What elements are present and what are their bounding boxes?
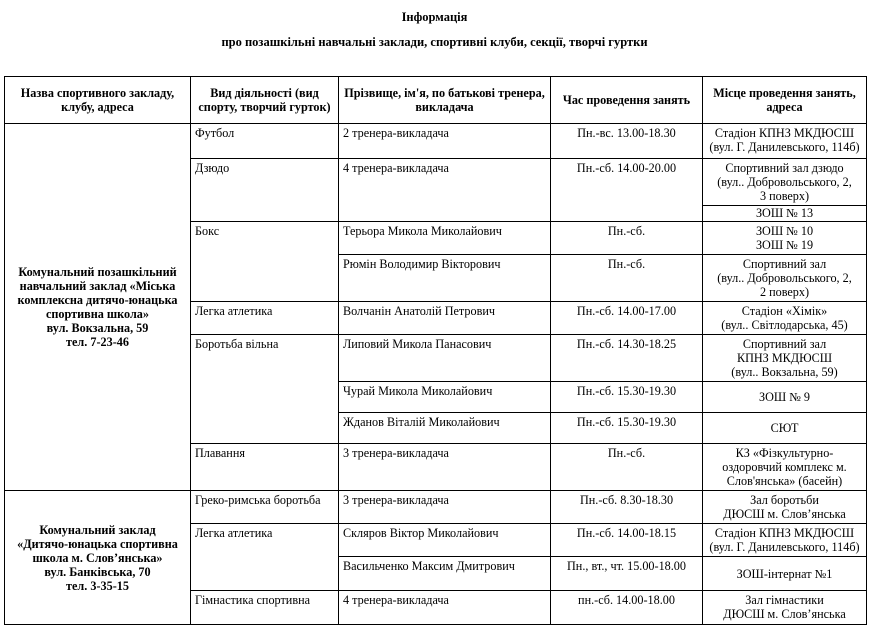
place-cell: Спортивний зал КПНЗ МКДЮСШ (вул.. Вокзальна, 59) <box>703 335 867 382</box>
trainer-cell: Жданов Віталій Миколайович <box>339 413 551 444</box>
activity-cell: Легка атлетика <box>191 302 339 335</box>
time-cell: Пн.-сб. 14.00-17.00 <box>551 302 703 335</box>
place-cell: Зал боротьби ДЮСШ м. Слов’янська <box>703 491 867 524</box>
place-cell: ЗОШ № 13 <box>703 206 867 222</box>
institution-address: вул. Вокзальна, 59 <box>46 321 149 335</box>
table-row <box>5 491 867 524</box>
place-cell: Стадіон КПНЗ МКДЮСШ (вул. Г. Данилевського, 114б) <box>703 524 867 557</box>
time-cell: Пн.-сб. 14.00-18.15 <box>551 524 703 557</box>
document-subtitle: про позашкільні навчальні заклади, спортивні клуби, секції, творчі гуртки <box>221 35 648 49</box>
time-cell: Пн.-сб. <box>551 222 703 255</box>
activity-cell: Боротьба вільна <box>191 335 339 444</box>
sports-facilities-table <box>4 76 867 625</box>
place-cell: КЗ «Фізкультурно- оздоровчий комплекс м. Слов'янська» (басейн) <box>703 444 867 491</box>
time-cell: Пн.-сб. 15.30-19.30 <box>551 413 703 444</box>
time-cell: Пн.-вс. 13.00-18.30 <box>551 124 703 159</box>
institution-name-line: комплексна дитячо-юнацька <box>17 293 178 307</box>
place-cell: Спортивний зал (вул.. Добровольського, 2, 2 поверх) <box>703 255 867 302</box>
column-header-trainer: Прізвище, ім'я, по батькові тренера, викладача <box>339 77 551 124</box>
activity-cell: Греко-римська боротьба <box>191 491 339 524</box>
trainer-cell: Липовий Микола Панасович <box>339 335 551 382</box>
trainer-cell: Волчанін Анатолій Петрович <box>339 302 551 335</box>
table-header-row <box>5 77 867 124</box>
institution-phone: тел. 7-23-46 <box>66 335 129 349</box>
institution-name-line: навчальний заклад «Міська <box>19 279 176 293</box>
time-cell: Пн.-сб. <box>551 444 703 491</box>
column-header-activity: Вид діяльності (вид спорту, творчий гурток) <box>191 77 339 124</box>
time-cell: Пн.-сб. 14.00-20.00 <box>551 159 703 222</box>
institution-name-line: Комунальний заклад <box>39 522 156 537</box>
time-cell: Пн., вт., чт. 15.00-18.00 <box>551 557 703 591</box>
activity-cell: Футбол <box>191 124 339 159</box>
place-cell: Стадіон КПНЗ МКДЮСШ (вул. Г. Данилевського, 114б) <box>703 124 867 159</box>
place-cell: Зал гімнастики ДЮСШ м. Слов’янська <box>703 591 867 625</box>
column-header-institution: Назва спортивного закладу, клубу, адреса <box>5 77 191 124</box>
activity-cell: Бокс <box>191 222 339 302</box>
place-cell: Стадіон «Хімік» (вул.. Світлодарська, 45) <box>703 302 867 335</box>
document-title: Інформація <box>401 10 468 24</box>
activity-cell: Дзюдо <box>191 159 339 222</box>
trainer-cell: 3 тренера-викладача <box>339 444 551 491</box>
trainer-cell: Чурай Микола Миколайович <box>339 382 551 413</box>
trainer-cell: Васильченко Максим Дмитрович <box>339 557 551 591</box>
institution-phone: тел. 3-35-15 <box>66 578 129 593</box>
time-cell: пн.-сб. 14.00-18.00 <box>551 591 703 625</box>
activity-cell: Гімнастика спортивна <box>191 591 339 625</box>
trainer-cell: 4 тренера-викладача <box>339 159 551 222</box>
trainer-cell: 4 тренера-викладача <box>339 591 551 625</box>
trainer-cell: 2 тренера-викладача <box>339 124 551 159</box>
place-cell: Спортивний зал дзюдо (вул.. Добровольського, 2, 3 поверх) <box>703 159 867 206</box>
trainer-cell: Скляров Віктор Миколайович <box>339 524 551 557</box>
institution-name-line: школа м. Слов’янська» <box>32 550 163 565</box>
time-cell: Пн.-сб. 14.30-18.25 <box>551 335 703 382</box>
column-header-time: Час проведення занять <box>551 77 703 124</box>
institution-cell <box>5 491 191 625</box>
time-cell: Пн.-сб. 15.30-19.30 <box>551 382 703 413</box>
institution-name-line: Комунальний позашкільний <box>18 265 177 279</box>
trainer-cell: Терьора Микола Миколайович <box>339 222 551 255</box>
activity-cell: Легка атлетика <box>191 524 339 591</box>
place-cell: СЮТ <box>703 413 867 444</box>
place-cell: ЗОШ № 10 ЗОШ № 19 <box>703 222 867 255</box>
table-row <box>5 124 867 159</box>
institution-cell <box>5 124 191 491</box>
time-cell: Пн.-сб. 8.30-18.30 <box>551 491 703 524</box>
place-cell: ЗОШ № 9 <box>703 382 867 413</box>
institution-name-line: «Дитячо-юнацька спортивна <box>17 536 178 551</box>
institution-name-line: спортивна школа» <box>45 307 149 321</box>
place-cell: ЗОШ-інтернат №1 <box>703 557 867 591</box>
trainer-cell: Рюмін Володимир Вікторович <box>339 255 551 302</box>
time-cell: Пн.-сб. <box>551 255 703 302</box>
institution-address: вул. Банківська, 70 <box>44 564 151 579</box>
trainer-cell: 3 тренера-викладача <box>339 491 551 524</box>
activity-cell: Плавання <box>191 444 339 491</box>
column-header-place: Місце проведення занять, адреса <box>703 77 867 124</box>
